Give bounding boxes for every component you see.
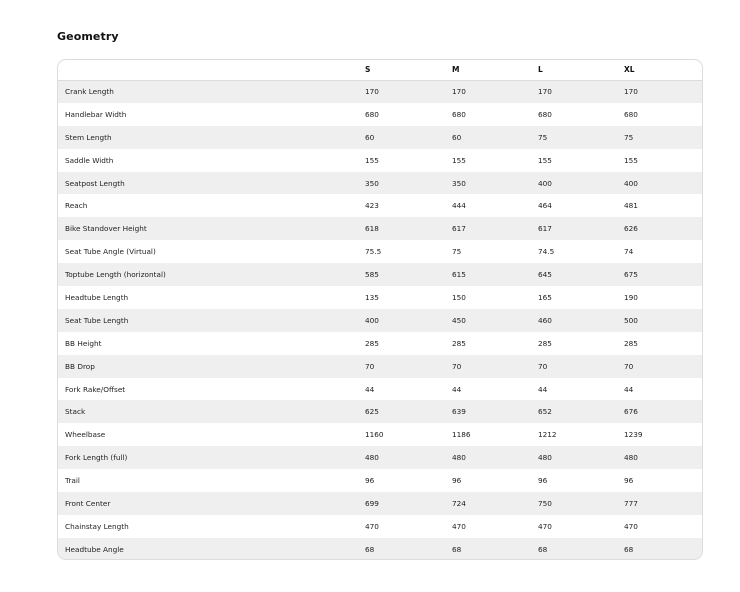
table-row [58,103,703,126]
cell-s: 618 [365,224,379,234]
cell-l: 680 [538,109,552,119]
cell-m: 60 [452,132,462,142]
cell-s: 350 [365,178,379,188]
table-row [58,492,703,515]
row-label: Toptube Length (horizontal) [65,270,166,280]
table-row [58,172,703,195]
cell-l: 470 [538,521,552,531]
cell-m: 70 [452,361,462,371]
cell-s: 75.5 [365,247,382,257]
cell-m: 170 [452,87,466,97]
table-row [58,240,703,263]
cell-l: 170 [538,87,552,97]
table-row [58,378,703,401]
cell-xl: 44 [624,384,634,394]
cell-xl: 75 [624,132,634,142]
column-header-s: S [365,65,371,75]
table-row [58,286,703,309]
table-row [58,446,703,469]
row-label: Fork Rake/Offset [65,384,126,394]
geometry-table-container [57,59,703,560]
row-label: BB Drop [65,361,95,371]
row-label: Seat Tube Length [65,315,129,325]
row-label: Chainstay Length [65,521,129,531]
cell-xl: 400 [624,178,638,188]
cell-xl: 675 [624,270,638,280]
table-header-row [58,60,703,80]
cell-s: 1160 [365,430,384,440]
cell-l: 96 [538,476,548,486]
cell-m: 150 [452,292,466,302]
row-label: Wheelbase [65,430,106,440]
cell-m: 617 [452,224,466,234]
cell-m: 444 [452,201,466,211]
cell-xl: 70 [624,361,634,371]
cell-s: 96 [365,476,375,486]
cell-l: 74.5 [538,247,555,257]
row-label: Trail [65,476,80,486]
cell-m: 155 [452,155,466,165]
cell-xl: 626 [624,224,638,234]
table-row [58,309,703,332]
cell-l: 165 [538,292,552,302]
cell-s: 135 [365,292,379,302]
row-label: Saddle Width [65,155,114,165]
cell-s: 480 [365,453,379,463]
table-row [58,80,703,103]
page-title: Geometry [57,30,119,43]
table-row [58,538,703,560]
cell-l: 480 [538,453,552,463]
table-row [58,355,703,378]
row-label: Fork Length (full) [65,453,128,463]
table-row [58,400,703,423]
cell-m: 680 [452,109,466,119]
row-label: Crank Length [65,87,114,97]
cell-xl: 480 [624,453,638,463]
cell-m: 1186 [452,430,471,440]
row-label: Handlebar Width [65,109,127,119]
table-row [58,469,703,492]
cell-m: 450 [452,315,466,325]
cell-xl: 170 [624,87,638,97]
cell-l: 617 [538,224,552,234]
cell-l: 645 [538,270,552,280]
cell-m: 639 [452,407,466,417]
cell-m: 68 [452,544,462,554]
cell-l: 70 [538,361,548,371]
cell-s: 625 [365,407,379,417]
cell-xl: 155 [624,155,638,165]
table-body [58,80,703,560]
cell-xl: 74 [624,247,634,257]
cell-m: 480 [452,453,466,463]
cell-xl: 777 [624,498,638,508]
geometry-table [58,60,703,560]
column-header-xl: XL [624,65,635,75]
cell-m: 44 [452,384,462,394]
cell-l: 652 [538,407,552,417]
cell-m: 96 [452,476,462,486]
cell-s: 68 [365,544,375,554]
cell-m: 285 [452,338,466,348]
cell-l: 400 [538,178,552,188]
table-row [58,149,703,172]
cell-s: 470 [365,521,379,531]
table-row [58,515,703,538]
column-header-label [58,60,365,80]
cell-s: 155 [365,155,379,165]
cell-xl: 190 [624,292,638,302]
cell-s: 423 [365,201,379,211]
cell-xl: 1239 [624,430,643,440]
row-label: BB Height [65,338,102,348]
column-header-l: L [538,65,543,75]
table-row [58,217,703,240]
row-label: Seat Tube Angle (Virtual) [65,247,156,257]
cell-s: 585 [365,270,379,280]
table-row [58,263,703,286]
cell-s: 680 [365,109,379,119]
row-label: Reach [65,201,88,211]
cell-s: 170 [365,87,379,97]
column-header-m: M [452,65,460,75]
row-label: Headtube Length [65,292,129,302]
table-row [58,332,703,355]
cell-xl: 500 [624,315,638,325]
cell-xl: 285 [624,338,638,348]
cell-xl: 470 [624,521,638,531]
row-label: Bike Standover Height [65,224,147,234]
cell-l: 44 [538,384,548,394]
cell-xl: 96 [624,476,634,486]
cell-s: 60 [365,132,375,142]
cell-s: 285 [365,338,379,348]
cell-m: 615 [452,270,466,280]
cell-xl: 680 [624,109,638,119]
row-label: Stem Length [65,132,112,142]
cell-s: 44 [365,384,375,394]
cell-s: 400 [365,315,379,325]
cell-l: 285 [538,338,552,348]
cell-l: 750 [538,498,552,508]
cell-m: 75 [452,247,462,257]
row-label: Seatpost Length [65,178,125,188]
table-row [58,194,703,217]
cell-l: 68 [538,544,548,554]
cell-s: 699 [365,498,379,508]
cell-m: 350 [452,178,466,188]
row-label: Front Center [65,498,111,508]
cell-l: 155 [538,155,552,165]
cell-l: 460 [538,315,552,325]
cell-m: 470 [452,521,466,531]
row-label: Headtube Angle [65,544,124,554]
cell-s: 70 [365,361,375,371]
table-row [58,126,703,149]
row-label: Stack [65,407,86,417]
cell-l: 1212 [538,430,557,440]
cell-l: 75 [538,132,548,142]
cell-xl: 481 [624,201,638,211]
cell-xl: 68 [624,544,634,554]
cell-l: 464 [538,201,552,211]
cell-xl: 676 [624,407,638,417]
cell-m: 724 [452,498,466,508]
table-row [58,423,703,446]
